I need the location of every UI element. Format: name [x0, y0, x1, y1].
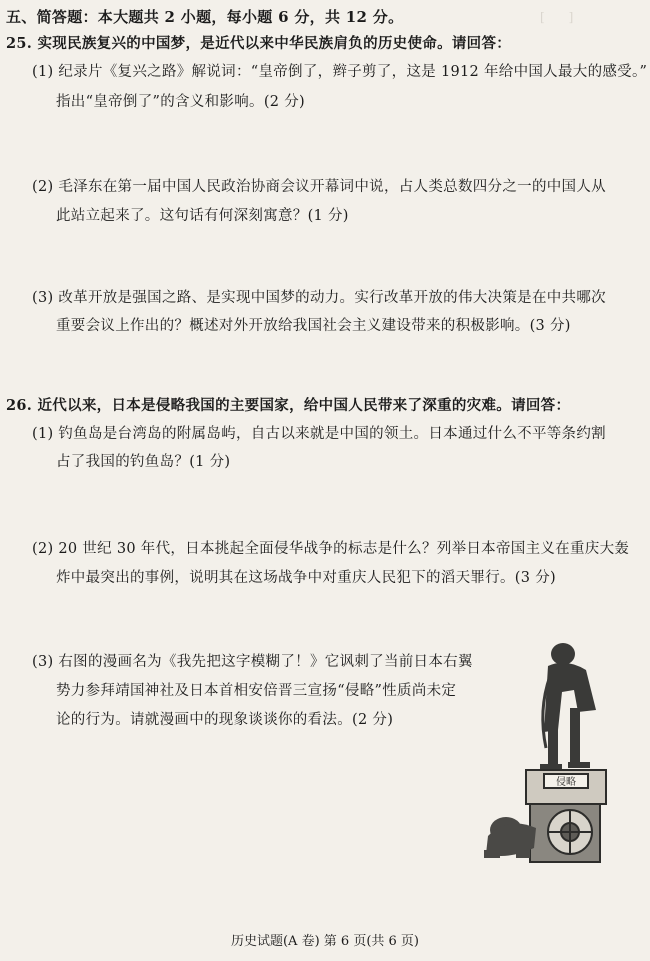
- q26-part1-line1: (1) 钓鱼岛是台湾岛的附属岛屿，自古以来就是中国的领土。日本通过什么不平等条约割: [32, 426, 606, 442]
- page-footer: 历史试题(A 卷) 第 6 页(共 6 页): [230, 934, 419, 949]
- q25-part1-line1: (1) 纪录片《复兴之路》解说词：“皇帝倒了，辫子剪了，这是 1912 年给中国人最大的感受。”: [32, 64, 648, 80]
- q25-part2-line2: 此站立起来了。这句话有何深刻寓意？(1 分): [56, 208, 349, 224]
- question-26-stem: 26. 近代以来，日本是侵略我国的主要国家，给中国人民带来了深重的灾难。请回答：: [6, 397, 571, 414]
- q26-part2-line2: 炸中最突出的事例，说明其在这场战争中对重庆人民犯下的滔天罪行。(3 分): [56, 570, 556, 586]
- question-25-stem: 25. 实现民族复兴的中国梦，是近代以来中华民族肩负的历史使命。请回答：: [6, 35, 512, 52]
- q25-part3-line1: (3) 改革开放是强国之路、是实现中国梦的动力。实行改革开放的伟大决策是在中共哪次: [32, 290, 606, 306]
- q26-part3-line3: 论的行为。请就漫画中的现象谈谈你的看法。(2 分): [56, 712, 394, 728]
- q26-part3-line2: 势力参拜靖国神社及日本首相安倍晋三宣扬“侵略”性质尚未定: [56, 683, 457, 699]
- cartoon-figure-top: [540, 643, 596, 770]
- q26-part2-line1: (2) 20 世纪 30 年代，日本挑起全面侵华战争的标志是什么？列举日本帝国主义在重庆大轰: [32, 541, 630, 557]
- q25-part2-line1: (2) 毛泽东在第一届中国人民政治协商会议开幕词中说，占人类总数四分之一的中国人从: [32, 179, 606, 195]
- cartoon-illustration: [478, 640, 638, 870]
- cartoon-label: 侵略: [556, 777, 576, 788]
- bleed-through-text: [300, 120, 410, 151]
- section-heading: 五、简答题：本大题共 2 小题，每小题 6 分，共 12 分。: [6, 8, 404, 26]
- q26-part1-line2: 占了我国的钓鱼岛？(1 分): [56, 454, 231, 470]
- q25-part3-line2: 重要会议上作出的？概述对外开放给我国社会主义建设带来的积极影响。(3 分): [56, 318, 571, 334]
- bleed-through-text: [ ]: [540, 10, 574, 24]
- q25-part1-line2: 指出“皇帝倒了”的含义和影响。(2 分): [56, 94, 305, 110]
- q26-part3-line1: (3) 右图的漫画名为《我先把这字模糊了！》它讽刺了当前日本右翼: [32, 654, 473, 670]
- cartoon-figure-crouch: [484, 817, 536, 858]
